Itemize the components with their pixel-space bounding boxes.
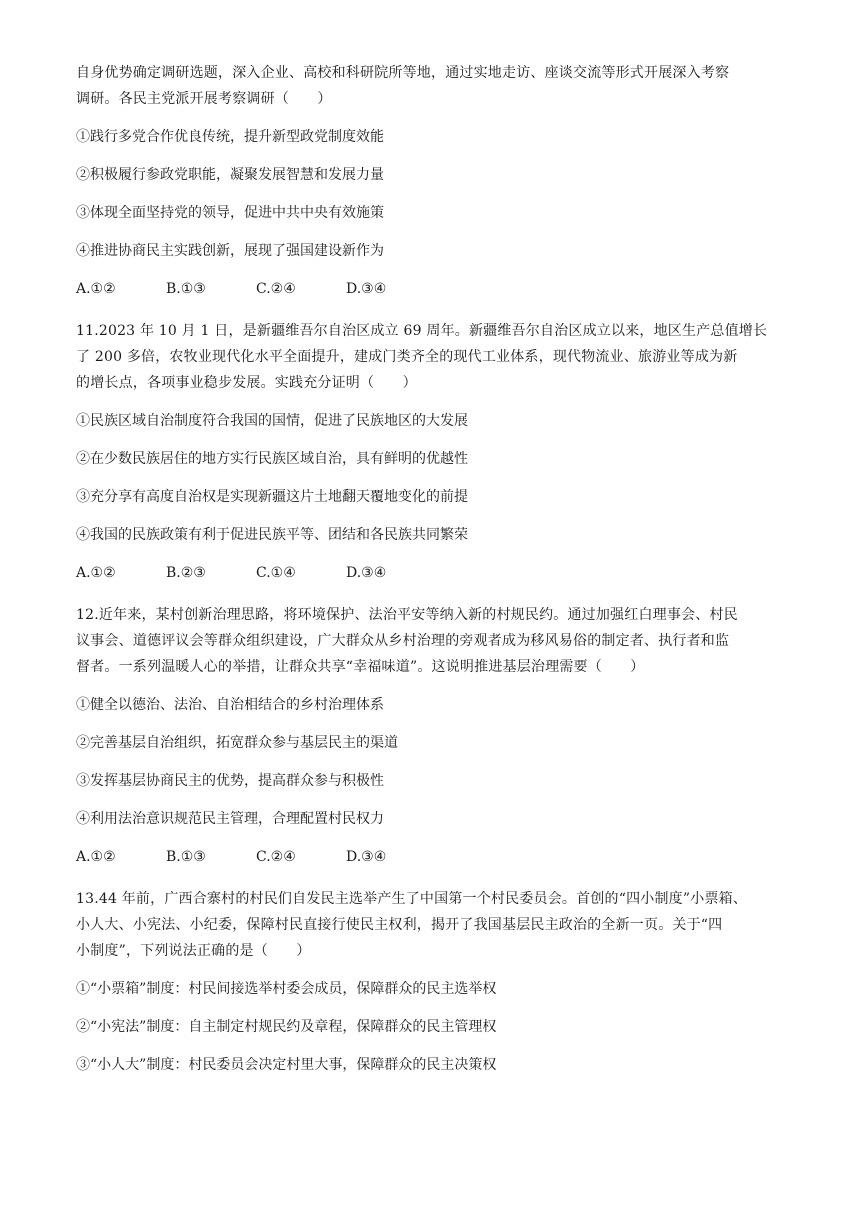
- question-13-stem-line-2: 小人大、小宪法、小纪委，保障村民直接行使民主权利，揭开了我国基层民主政治的全新一页。关于“四: [76, 917, 723, 933]
- question-10-stem-line-1: 自身优势确定调研选题，深入企业、高校和科研院所等地，通过实地走访、座谈交流等形式开展深入考察: [76, 65, 730, 81]
- question-11-option-4: ④我国的民族政策有利于促进民族平等、团结和各民族共同繁荣: [76, 527, 468, 543]
- question-11-option-2: ②在少数民族居住的地方实行民族区域自治，具有鲜明的优越性: [76, 451, 468, 467]
- choice-a: A.①②: [76, 281, 116, 297]
- question-10-option-3: ③体现全面坚持党的领导，促进中共中央有效施策: [76, 205, 384, 221]
- question-12-option-1: ①健全以德治、法治、自治相结合的乡村治理体系: [76, 697, 384, 713]
- question-12-stem-line-2: 议事会、道德评议会等群众组织建设，广大群众从乡村治理的旁观者成为移风易俗的制定者、执行者和监: [76, 633, 730, 649]
- choice-b: B.①③: [166, 849, 206, 865]
- choice-c: C.②④: [256, 281, 296, 297]
- question-11-option-1: ①民族区域自治制度符合我国的国情，促进了民族地区的大发展: [76, 413, 468, 429]
- question-12-stem-line-3: 督者。一系列温暖人心的举措，让群众共享“幸福味道”。这说明推进基层治理需要（ ）: [76, 659, 645, 675]
- question-13: [76, 886, 788, 1078]
- choice-d: D.③④: [346, 281, 387, 297]
- question-10-stem-line-2: 调研。各民主党派开展考察调研（ ）: [76, 91, 332, 107]
- choice-b: B.②③: [166, 565, 206, 581]
- question-10-option-4: ④推进协商民主实践创新，展现了强国建设新作为: [76, 243, 384, 259]
- question-12-option-3: ③发挥基层协商民主的优势，提高群众参与积极性: [76, 773, 384, 789]
- question-12-choices: [76, 844, 788, 870]
- choice-d: D.③④: [346, 849, 387, 865]
- choice-c: C.②④: [256, 849, 296, 865]
- question-11-choices: [76, 560, 788, 586]
- question-13-option-2: ②“小宪法”制度：自主制定村规民约及章程，保障群众的民主管理权: [76, 1019, 497, 1035]
- question-12-option-4: ④利用法治意识规范民主管理，合理配置村民权力: [76, 811, 384, 827]
- question-10-option-2: ②积极履行参政党职能，凝聚发展智慧和发展力量: [76, 167, 384, 183]
- question-12-stem-line-1: 12.近年来，某村创新治理思路，将环境保护、法治平安等纳入新的村规民约。通过加强红白理事会、村民: [76, 607, 738, 623]
- question-13-option-3: ③“小人大”制度：村民委员会决定村里大事，保障群众的民主决策权: [76, 1057, 497, 1073]
- question-12: [76, 602, 788, 870]
- question-10: [76, 60, 788, 302]
- question-12-option-2: ②完善基层自治组织，拓宽群众参与基层民主的渠道: [76, 735, 398, 751]
- question-11-option-3: ③充分享有高度自治权是实现新疆这片土地翻天覆地变化的前提: [76, 489, 468, 505]
- choice-d: D.③④: [346, 565, 387, 581]
- question-13-stem-line-1: 13.44 年前，广西合寨村的村民们自发民主选举产生了中国第一个村民委员会。首创的“四小制度”小票箱、: [76, 891, 748, 907]
- question-10-choices: [76, 276, 788, 302]
- question-10-option-1: ①践行多党合作优良传统，提升新型政党制度效能: [76, 129, 384, 145]
- question-11: [76, 318, 788, 586]
- question-13-option-1: ①“小票箱”制度：村民间接选举村委会成员，保障群众的民主选举权: [76, 981, 497, 997]
- choice-b: B.①③: [166, 281, 206, 297]
- exam-page: [76, 60, 788, 1094]
- question-13-stem-line-3: 小制度”，下列说法正确的是（ ）: [76, 943, 311, 959]
- question-11-stem-line-2: 了 200 多倍，农牧业现代化水平全面提升，建成门类齐全的现代工业体系，现代物流业、旅游业等成为新: [76, 349, 738, 365]
- choice-a: A.①②: [76, 565, 116, 581]
- choice-c: C.①④: [256, 565, 296, 581]
- choice-a: A.①②: [76, 849, 116, 865]
- question-11-stem-line-1: 11.2023 年 10 月 1 日，是新疆维吾尔自治区成立 69 周年。新疆维吾尔自治区成立以来，地区生产总值增长: [76, 323, 768, 339]
- question-11-stem-line-3: 的增长点，各项事业稳步发展。实践充分证明（ ）: [76, 375, 417, 391]
